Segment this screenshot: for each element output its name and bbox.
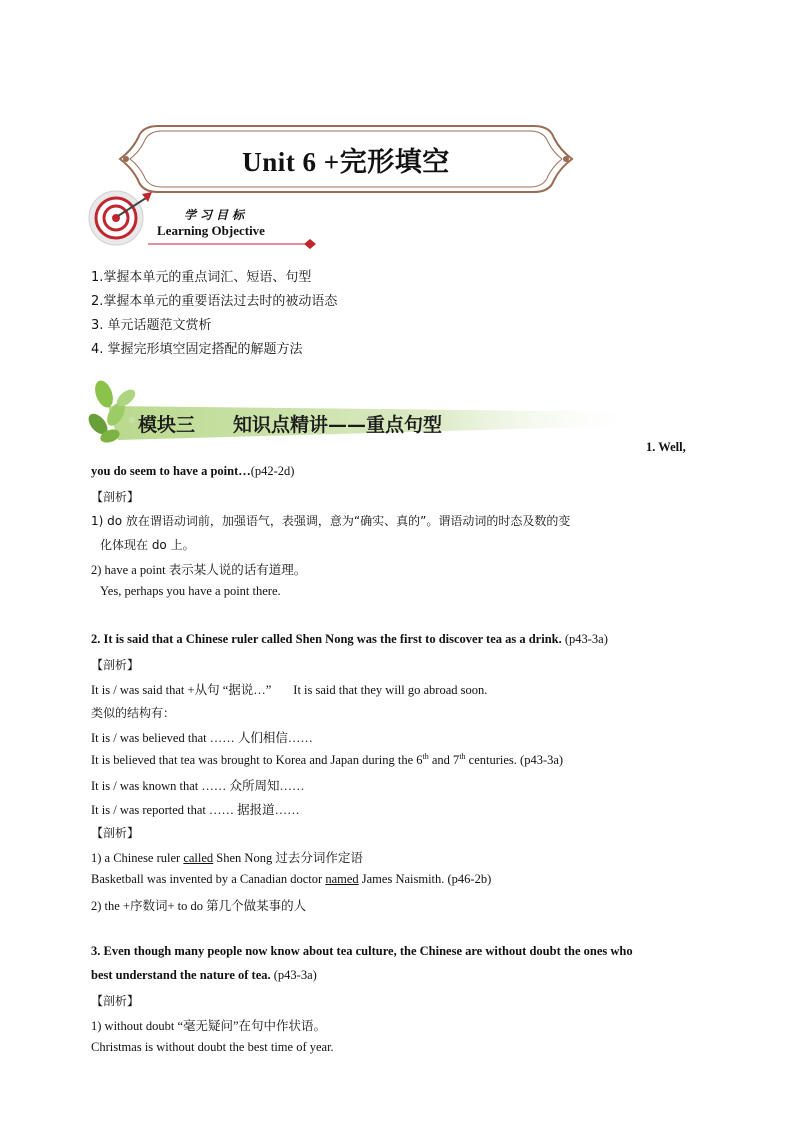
paragraph: 化体现在 do 上。 [100,538,195,552]
example-sentence: Yes, perhaps you have a point there. [100,584,281,598]
page-title: Unit 6 +完形填空 [242,147,450,177]
list-item: 2.掌握本单元的重要语法过去时的被动语态 [91,294,338,309]
analysis-label: 【剖析】 [91,994,140,1008]
example-sentence: It is believed that tea was brought to Korea and Japan during the 6th and 7th centuries. (p43-3a) [91,752,564,768]
sentence-1-number: 1. Well, [646,440,686,454]
learning-objective-en: Learning Objective [157,223,265,238]
paragraph: 1) without doubt “毫无疑问”在句中作状语。 [91,1019,327,1033]
module-banner [88,380,648,446]
paragraph: 1) a Chinese ruler called Shen Nong 过去分词作定语 [91,851,363,865]
analysis-label: 【剖析】 [91,490,140,504]
module-title [138,410,442,437]
analysis-label: 【剖析】 [91,826,140,840]
objective-list [91,266,337,362]
paragraph: 类似的结构有： [91,706,176,720]
paragraph: It is / was said that +从句 “据说…” It is said that they will go abroad soon. [91,683,488,697]
learning-objective-cn: 学习目标 [184,208,249,222]
paragraph: 2) have a point 表示某人说的话有道理。 [91,563,307,577]
paragraph: It is / was reported that …… 据报道…… [91,803,300,817]
analysis-label: 【剖析】 [91,658,140,672]
sentence-3-heading: 3. Even though many people now know about tea culture, the Chinese are without doubt the ones who [91,944,633,958]
paragraph: 1) do 放在谓语动词前，加强语气，表强调，意为“确实、真的”。谓语动词的时态及数的变 [91,514,571,528]
sentence-3-heading-cont: best understand the nature of tea. (p43-3a) [91,968,317,982]
list-item: 4. 掌握完形填空固定搭配的解题方法 [91,342,303,357]
sentence-2-heading: 2. It is said that a Chinese ruler called Shen Nong was the first to discover tea as a drink. (p43-3a) [91,632,608,646]
example-sentence: Basketball was invented by a Canadian doctor named James Naismith. (p46-2b) [91,872,492,886]
paragraph: 2) the +序数词+ to do 第几个做某事的人 [91,899,307,913]
sentence-1-heading: you do seem to have a point…(p42-2d) [91,464,295,478]
paragraph: It is / was known that …… 众所周知…… [91,779,305,793]
learning-objective-header [88,186,328,256]
list-item: 1.掌握本单元的重点词汇、短语、句型 [91,270,312,285]
paragraph: It is / was believed that …… 人们相信…… [91,731,313,745]
module-heading: 知识点精讲——重点句型 [233,414,443,436]
example-sentence: Christmas is without doubt the best time of year. [91,1040,334,1054]
list-item: 3. 单元话题范文赏析 [91,318,212,333]
module-label: 模块三 [138,414,196,436]
